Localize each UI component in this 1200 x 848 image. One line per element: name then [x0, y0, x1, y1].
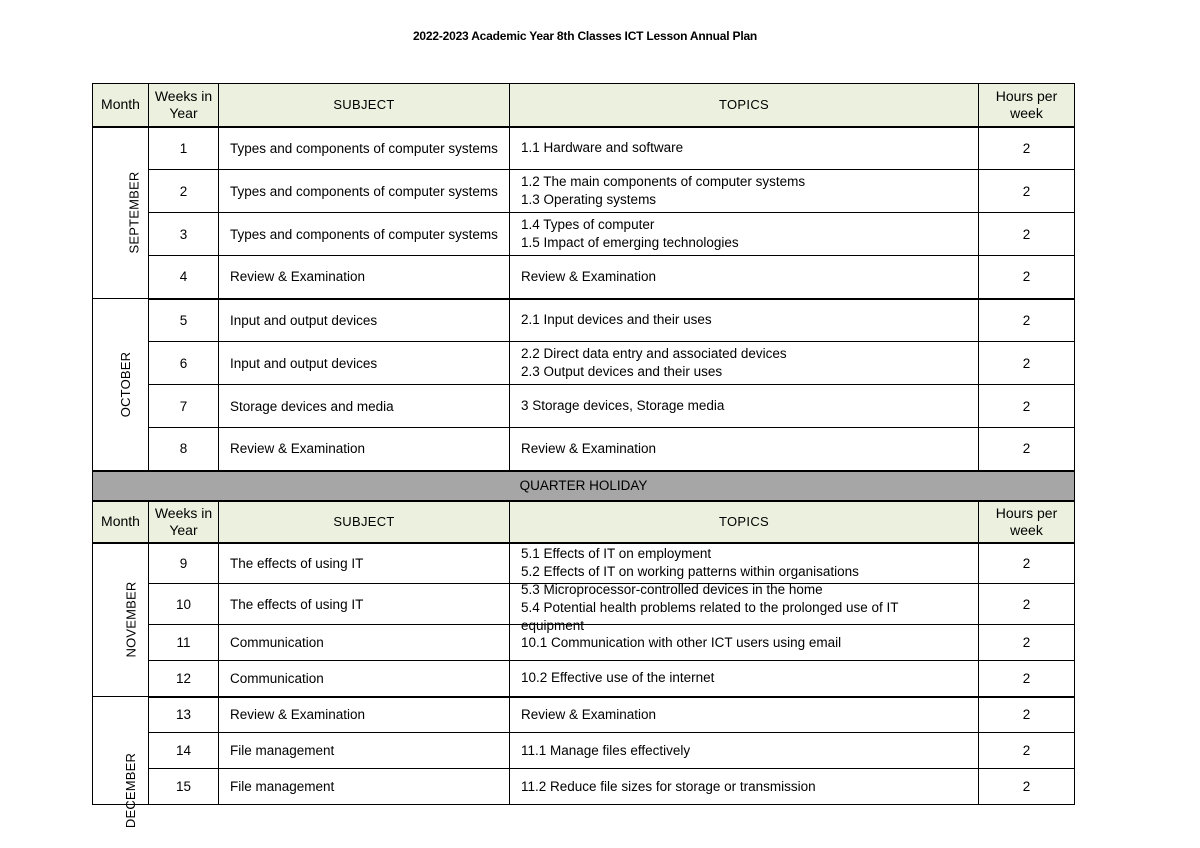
header-hours: Hours per week — [979, 84, 1075, 127]
topics-cell — [510, 428, 979, 471]
header-hours: Hours per week — [979, 501, 1075, 543]
header-subject: SUBJECT — [219, 501, 510, 543]
subject-cell: File management — [219, 733, 510, 769]
hours-cell: 2 — [979, 697, 1075, 733]
week-cell: 10 — [149, 584, 219, 625]
week-cell: 9 — [149, 543, 219, 584]
topics-cell — [510, 385, 979, 428]
table-row — [93, 733, 1075, 769]
topic-line: 1.2 The main components of computer systems — [521, 174, 806, 189]
topics-cell — [510, 256, 979, 299]
week-cell: 5 — [149, 299, 219, 342]
table-row — [93, 661, 1075, 697]
table-row — [93, 543, 1075, 584]
holiday-label: QUARTER HOLIDAY — [93, 471, 1075, 501]
week-cell: 4 — [149, 256, 219, 299]
week-cell: 12 — [149, 661, 219, 697]
topic-line: 5.3 Microprocessor-controlled devices in the home — [521, 582, 823, 597]
header-weeks: Weeks in Year — [149, 84, 219, 127]
topic-line: 3 Storage devices, Storage media — [521, 398, 725, 413]
subject-cell: The effects of using IT — [219, 543, 510, 584]
hours-cell: 2 — [979, 769, 1075, 805]
holiday-row — [93, 471, 1075, 501]
subject-cell: The effects of using IT — [219, 584, 510, 625]
month-label: SEPTEMBER — [126, 171, 142, 254]
topic-line: 11.2 Reduce file sizes for storage or transmission — [521, 778, 816, 794]
week-cell: 15 — [149, 769, 219, 805]
hours-cell: 2 — [979, 170, 1075, 213]
topics-cell — [510, 543, 979, 584]
topic-line: Review & Examination — [521, 706, 657, 722]
hours-cell: 2 — [979, 299, 1075, 342]
header-month: Month — [93, 501, 149, 543]
hours-cell: 2 — [979, 256, 1075, 299]
subject-cell: Input and output devices — [219, 299, 510, 342]
month-cell-december — [93, 697, 149, 829]
document-title: 2022-2023 Academic Year 8th Classes ICT Lesson Annual Plan — [412, 29, 758, 43]
header-subject: SUBJECT — [219, 84, 510, 127]
topic-line: 1.5 Impact of emerging technologies — [521, 235, 739, 250]
week-cell: 2 — [149, 170, 219, 213]
subject-cell: Input and output devices — [219, 342, 510, 385]
topic-line: 2.3 Output devices and their uses — [521, 364, 723, 379]
week-cell: 13 — [149, 697, 219, 733]
subject-cell: Communication — [219, 661, 510, 697]
hours-cell: 2 — [979, 385, 1075, 428]
table-row — [93, 342, 1075, 385]
hours-cell: 2 — [979, 584, 1075, 625]
subject-cell: Communication — [219, 625, 510, 661]
topics-cell — [510, 170, 979, 213]
table-row — [93, 299, 1075, 342]
header-topics: TOPICS — [510, 84, 979, 127]
subject-cell: Review & Examination — [219, 256, 510, 299]
table-row — [93, 385, 1075, 428]
topic-line: Review & Examination — [521, 268, 657, 284]
month-cell-november — [93, 543, 149, 697]
topic-line: 2.2 Direct data entry and associated devices — [521, 346, 787, 361]
table-row — [93, 428, 1075, 471]
month-label: DECEMBER — [123, 752, 139, 829]
topics-cell — [510, 769, 979, 805]
hours-cell: 2 — [979, 342, 1075, 385]
topics-cell — [510, 213, 979, 256]
topic-line: 2.1 Input devices and their uses — [521, 312, 712, 328]
table-row — [93, 697, 1075, 733]
week-cell: 3 — [149, 213, 219, 256]
topic-line: 5.1 Effects of IT on employment — [521, 546, 712, 562]
hours-cell: 2 — [979, 428, 1075, 471]
header-month: Month — [93, 84, 149, 127]
month-cell-september — [93, 127, 149, 299]
table-row — [93, 213, 1075, 256]
subject-cell: File management — [219, 769, 510, 805]
subject-cell: Types and components of computer systems — [219, 127, 510, 170]
month-cell-october — [93, 299, 149, 471]
topics-cell — [510, 697, 979, 733]
topic-line: 11.1 Manage files effectively — [521, 742, 691, 758]
hours-cell: 2 — [979, 543, 1075, 584]
header-topics: TOPICS — [510, 501, 979, 543]
week-cell: 6 — [149, 342, 219, 385]
week-cell: 14 — [149, 733, 219, 769]
table-row — [93, 769, 1075, 805]
topics-cell — [510, 582, 979, 633]
topics-cell — [510, 661, 979, 697]
topic-line: equipment — [521, 618, 585, 633]
table-header-row — [93, 501, 1075, 543]
topics-overflow-text — [521, 581, 974, 635]
topic-line: 1.3 Operating systems — [521, 192, 657, 207]
week-cell: 1 — [149, 127, 219, 170]
topic-line: 5.2 Effects of IT on working patterns within organisations — [521, 564, 859, 580]
table-row — [93, 584, 1075, 625]
topics-cell — [510, 342, 979, 385]
topic-line: 1.4 Types of computer — [521, 217, 655, 232]
week-cell: 7 — [149, 385, 219, 428]
topics-cell — [510, 733, 979, 769]
hours-cell: 2 — [979, 661, 1075, 697]
subject-cell: Types and components of computer systems — [219, 213, 510, 256]
week-cell: 8 — [149, 428, 219, 471]
topics-cell — [510, 299, 979, 342]
hours-cell: 2 — [979, 127, 1075, 170]
week-cell: 11 — [149, 625, 219, 661]
table-row — [93, 170, 1075, 213]
subject-cell: Review & Examination — [219, 697, 510, 733]
subject-cell: Review & Examination — [219, 428, 510, 471]
hours-cell: 2 — [979, 213, 1075, 256]
subject-cell: Storage devices and media — [219, 385, 510, 428]
topic-line: Review & Examination — [521, 440, 657, 456]
table-row — [93, 256, 1075, 299]
topic-line: 1.1 Hardware and software — [521, 140, 684, 156]
hours-cell: 2 — [979, 733, 1075, 769]
topics-cell — [510, 127, 979, 170]
month-label: NOVEMBER — [123, 581, 139, 658]
header-weeks: Weeks in Year — [149, 501, 219, 543]
topic-line: 10.2 Effective use of the internet — [521, 670, 715, 686]
topic-line: 10.1 Communication with other ICT users using email — [521, 634, 842, 650]
month-label: OCTOBER — [118, 351, 134, 417]
table-header-row — [93, 84, 1075, 127]
subject-cell: Types and components of computer systems — [219, 170, 510, 213]
annual-plan-table — [92, 83, 1075, 829]
topic-line: 5.4 Potential health problems related to the prolonged use of IT — [521, 600, 899, 615]
hours-cell: 2 — [979, 625, 1075, 661]
table-row — [93, 127, 1075, 170]
